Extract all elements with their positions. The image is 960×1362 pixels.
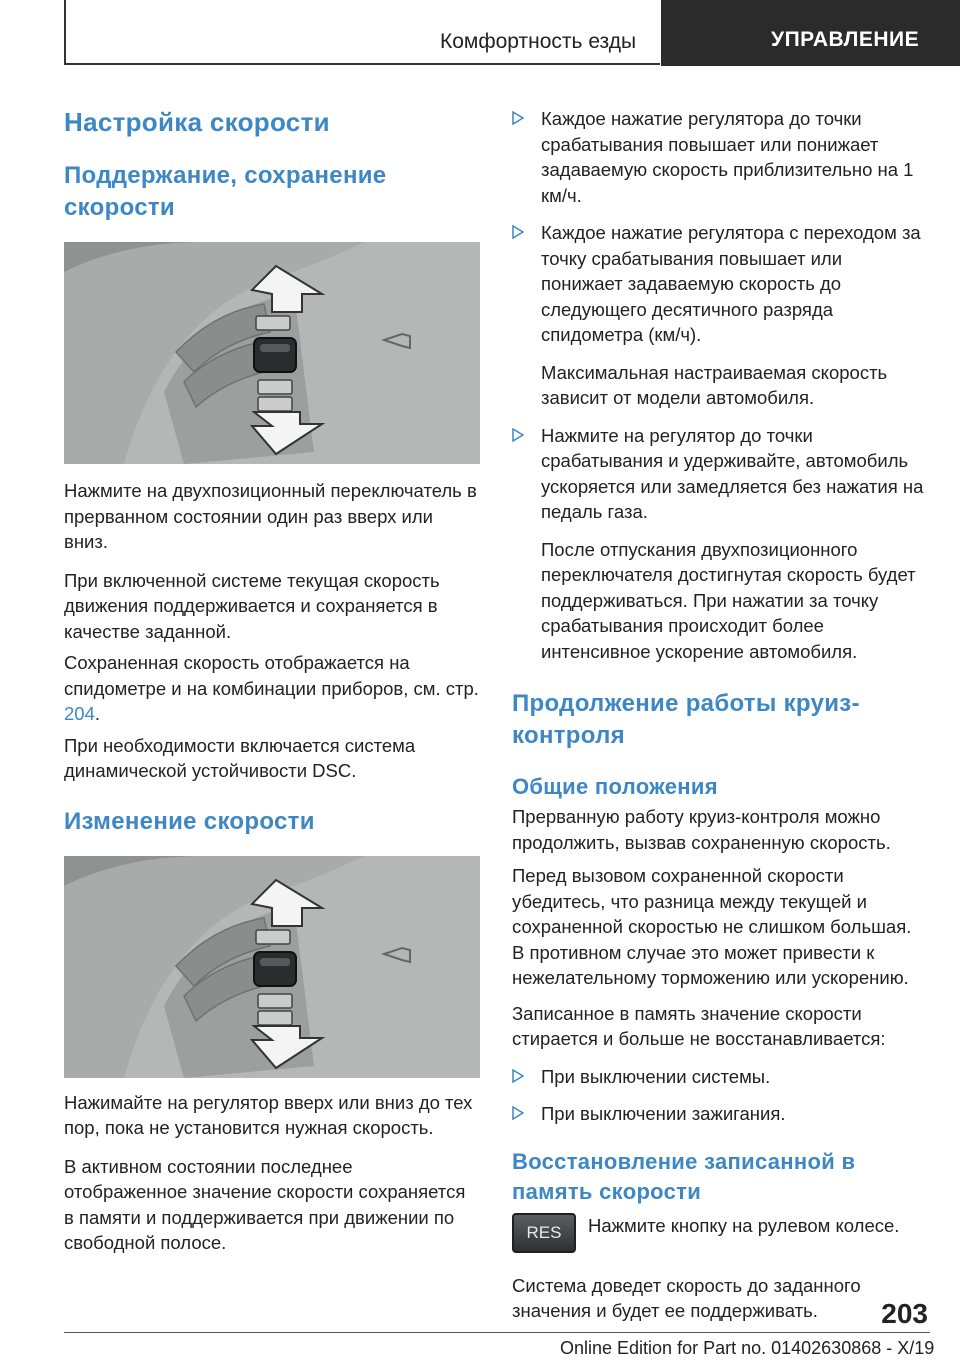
edition-note: Online Edition for Part no. 01402630868 - X/19 — [560, 1338, 935, 1358]
speed-display-text: Сохраненная скорость отображается на спидометре и на комбинации приборов, см. стр. — [64, 652, 479, 699]
triangle-bullet-icon — [512, 1069, 524, 1083]
list-item-text: Нажмите на регулятор до точки срабатывания и удерживайте, автомобиль ускоряется или замедляется без нажатия на педаль газа. — [541, 424, 924, 522]
list-item-text: При выключении системы. — [541, 1065, 771, 1087]
note-max-speed: Максимальная настраиваемая скорость зависит от модели автомобиля. — [541, 361, 888, 408]
right-column — [512, 100, 928, 1324]
page-heading: Настройка скорости — [64, 107, 330, 137]
heading-general: Общие положения — [512, 774, 718, 799]
chapter-tab[interactable] — [661, 0, 960, 66]
paragraph-system-restore: Система доведет скорость до заданного значения и будет ее поддерживать. — [512, 1274, 861, 1321]
list-item-ignition-off — [512, 1101, 928, 1127]
list-item-hold — [512, 423, 928, 525]
paragraph-press-until: Нажимайте на регулятор вверх или вниз до тех пор, пока не установится нужная скорость. — [64, 1091, 473, 1138]
paragraph-before-recall: Перед вызовом сохраненной скорости убедитесь, что разница между текущей и сохраненной скоростью не слишком большая. В противном случае это может привести к нежелательному торможению или ускорению. — [512, 865, 912, 988]
list-item-decade — [512, 220, 928, 348]
speed-display-suffix: . — [94, 703, 101, 724]
heading-maintain-speed: Поддержание, сохранение скорости — [64, 162, 387, 221]
paragraph-current-speed: При включенной системе текущая скорость движения поддерживается и сохраняется в качестве заданной. — [64, 569, 440, 642]
triangle-bullet-icon — [512, 225, 524, 239]
list-item-system-off — [512, 1064, 928, 1090]
header-divider — [64, 0, 66, 64]
paragraph-dsc: При необходимости включается система динамической устойчивости DSC. — [64, 734, 416, 781]
list-item-1kmh — [512, 106, 928, 208]
page-link-204[interactable]: 204 — [64, 703, 95, 724]
steering-wheel-illustration — [64, 242, 480, 464]
footer-divider — [64, 1332, 930, 1333]
res-button-icon: RES — [512, 1213, 576, 1253]
steering-wheel-illustration-2 — [64, 856, 480, 1078]
heading-change-speed: Изменение скорости — [64, 807, 315, 835]
triangle-bullet-icon — [512, 428, 524, 442]
heading-restore-speed: Восстановление записанной в память скорости — [512, 1148, 856, 1204]
res-instruction — [512, 1213, 928, 1273]
paragraph-speed-display — [64, 650, 480, 727]
paragraph-continue: Прерванную работу круиз-контроля можно продолжить, вызвав сохраненную скорость. — [512, 806, 891, 853]
chapter-label: УПРАВЛЕНИЕ — [771, 28, 920, 51]
paragraph-press-switch: Нажмите на двухпозиционный переключатель в прерванном состоянии один раз вверх или вниз. — [64, 480, 477, 552]
paragraph-active-state: В активном состоянии последнее отображенное значение скорости сохраняется в памяти и поддерживается при движении по свободной полосе. — [64, 1155, 466, 1253]
page-header — [0, 0, 960, 66]
steering-wheel-figure-1 — [64, 242, 480, 464]
triangle-bullet-icon — [512, 111, 524, 125]
header-underline — [64, 63, 660, 65]
steering-wheel-figure-2 — [64, 856, 480, 1078]
list-item-text: Каждое нажатие регулятора с переходом за точку срабатывания повышает или понижает задаваемую скорость до следующего десятичного разряда спидометра (км/ч). — [541, 222, 921, 345]
left-column — [64, 100, 480, 1256]
heading-continue-cruise: Продолжение работы круиз-контроля — [512, 690, 860, 749]
list-item-text: Каждое нажатие регулятора до точки срабатывания повышает или понижает задаваемую скорость приблизительно на 1 км/ч. — [541, 108, 914, 206]
paragraph-memory-erased: Записанное в память значение скорости стирается и больше не восстанавливается: — [512, 1002, 886, 1049]
list-item-text: При выключении зажигания. — [541, 1103, 786, 1124]
res-instruction-text: Нажмите кнопку на рулевом колесе. — [588, 1214, 900, 1236]
triangle-bullet-icon — [512, 1106, 524, 1120]
note-after-release: После отпускания двухпозиционного переключателя достигнутая скорость будет поддерживаться. При нажатии за точку срабатывания происходит более интенсивное ускорение автомобиля. — [541, 538, 916, 662]
section-title: Комфортность езды — [440, 30, 637, 53]
page-number: 203 — [881, 1298, 928, 1329]
